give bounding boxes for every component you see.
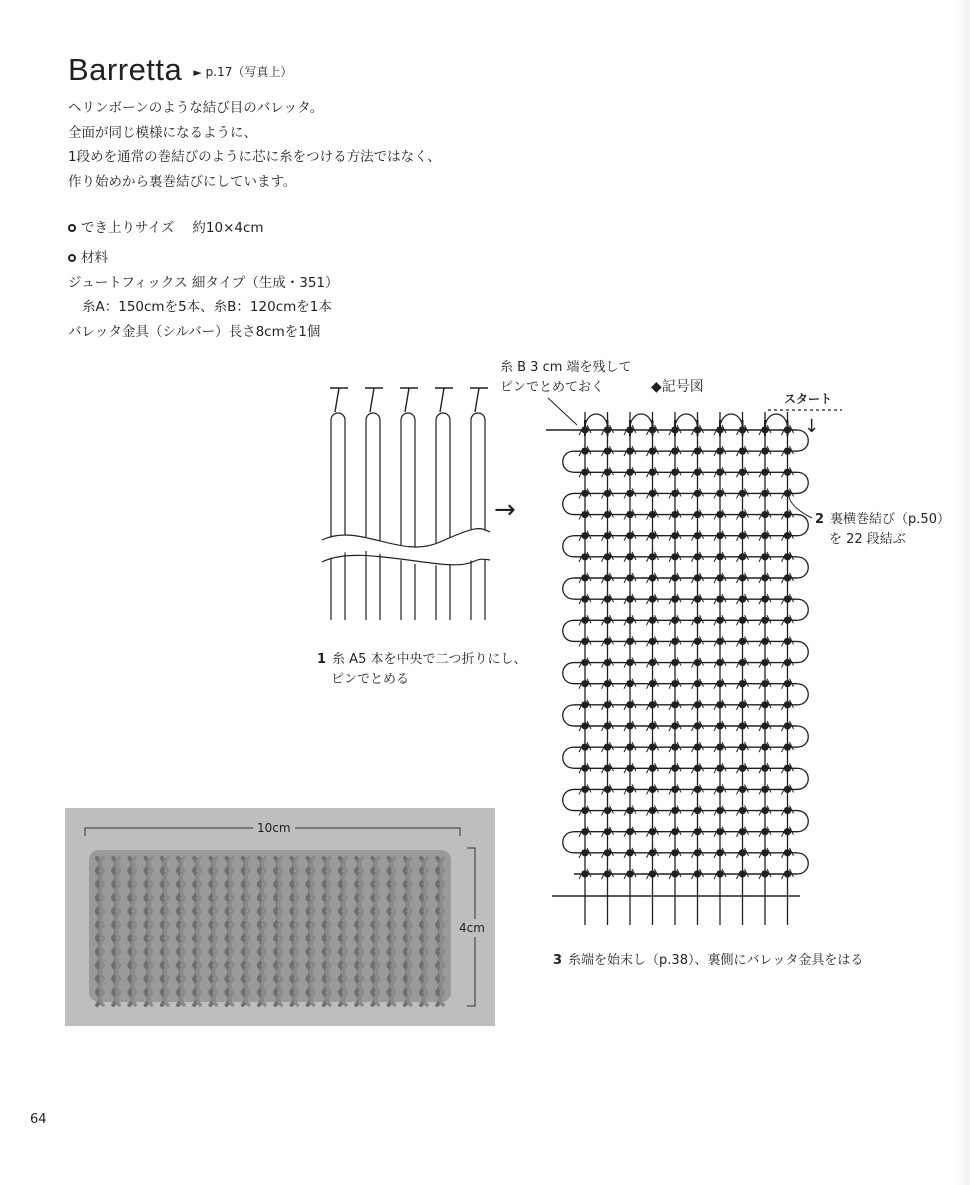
step1-label bbox=[317, 650, 526, 690]
start-label: スタート bbox=[784, 392, 833, 406]
turn-loop-right bbox=[797, 768, 808, 789]
intro-line: ヘリンボーンのような結び目のバレッタ。 bbox=[68, 100, 324, 116]
materials-label: 材料 bbox=[81, 250, 108, 266]
folded-cord bbox=[331, 413, 345, 620]
top-loop bbox=[630, 414, 653, 428]
intro-line: 1段めを通常の巻結びのように芯に糸をつける方法ではなく、 bbox=[68, 149, 441, 165]
knitted-body bbox=[89, 850, 451, 1005]
material-item: 糸A：150cmを5本、糸B：120cmを1本 bbox=[82, 299, 332, 315]
turn-loop-left bbox=[563, 663, 574, 684]
width-dimension-label: 10cm bbox=[253, 821, 295, 835]
turn-loop-left bbox=[563, 832, 574, 853]
step3-label bbox=[553, 951, 863, 971]
turn-loop-left bbox=[563, 536, 574, 557]
pin-shaft bbox=[335, 388, 339, 412]
top-loop bbox=[675, 414, 698, 428]
leader-line bbox=[548, 398, 577, 425]
turn-loop-right bbox=[797, 599, 808, 620]
knit-base bbox=[89, 850, 451, 1002]
top-loop bbox=[720, 414, 743, 428]
folded-cord bbox=[471, 413, 485, 620]
step-number: 2 bbox=[815, 512, 825, 527]
turn-loop-left bbox=[563, 747, 574, 768]
turn-loop-right bbox=[797, 641, 808, 662]
step2-label bbox=[815, 510, 950, 550]
folded-cord bbox=[366, 413, 380, 620]
page-number: 64 bbox=[30, 1112, 47, 1127]
material-item: ジュートフィックス 細タイプ（生成・351） bbox=[68, 274, 339, 291]
pin-shaft bbox=[475, 388, 479, 412]
step2-line: を 22 段結ぶ bbox=[829, 532, 906, 547]
step-number: 3 bbox=[553, 953, 563, 968]
height-dimension-label: 4cm bbox=[459, 921, 485, 935]
flow-arrow-icon: → bbox=[494, 495, 516, 525]
turn-loop-right bbox=[797, 515, 808, 536]
turn-loop-right bbox=[797, 726, 808, 747]
folded-cord bbox=[436, 413, 450, 620]
note-line: 糸 B 3 cm 端を残して bbox=[500, 360, 632, 375]
pin-shaft bbox=[405, 388, 409, 412]
pin-shaft bbox=[440, 388, 444, 412]
folded-cord bbox=[401, 413, 415, 620]
start-arrow-icon: ↓ bbox=[804, 416, 820, 437]
note-top bbox=[500, 358, 632, 398]
turn-loop-right bbox=[797, 472, 808, 493]
knot-grid bbox=[546, 410, 842, 925]
product-photo bbox=[65, 808, 495, 1026]
reference-arrow-icon: ► bbox=[193, 66, 202, 79]
reference-text: p.17（写真上） bbox=[205, 65, 293, 79]
turn-loop-right bbox=[797, 811, 808, 832]
turn-loop-left bbox=[563, 578, 574, 599]
top-loop bbox=[765, 414, 788, 428]
knitted-barrette-image bbox=[65, 808, 495, 1026]
top-loop bbox=[585, 414, 608, 428]
page-title: Barretta bbox=[68, 52, 183, 87]
intro-line: 全面が同じ模様になるように、 bbox=[68, 124, 257, 141]
step-number: 1 bbox=[317, 652, 327, 667]
turn-loop-left bbox=[563, 451, 574, 472]
step1-line: ピンでとめる bbox=[331, 672, 410, 687]
size-label: でき上りサイズ bbox=[81, 220, 175, 236]
turn-loop-right bbox=[797, 557, 808, 578]
size-value: 約10×4cm bbox=[192, 220, 264, 236]
step2-line: 裏横巻結び（p.50） bbox=[830, 512, 950, 527]
turn-loop-right bbox=[797, 684, 808, 705]
turn-loop-left bbox=[563, 705, 574, 726]
turn-loop-left bbox=[563, 620, 574, 641]
note-line: ピンでとめておく bbox=[500, 380, 605, 395]
turn-loop-left bbox=[563, 493, 574, 514]
material-item: バレッタ金具（シルバー）長さ8cmを1個 bbox=[68, 323, 321, 340]
pin-shaft bbox=[370, 388, 374, 412]
turn-loop-right bbox=[797, 853, 808, 874]
step3-text: 糸端を始末し（p.38）、裏側にバレッタ金具をはる bbox=[568, 953, 864, 968]
symbol-diagram-label: ◆記号図 bbox=[651, 379, 704, 395]
turn-loop-left bbox=[563, 789, 574, 810]
intro-line: 作り始めから裏巻結びにしています。 bbox=[68, 173, 297, 190]
step1-line: 糸 A5 本を中央で二つ折りにし、 bbox=[332, 652, 527, 667]
